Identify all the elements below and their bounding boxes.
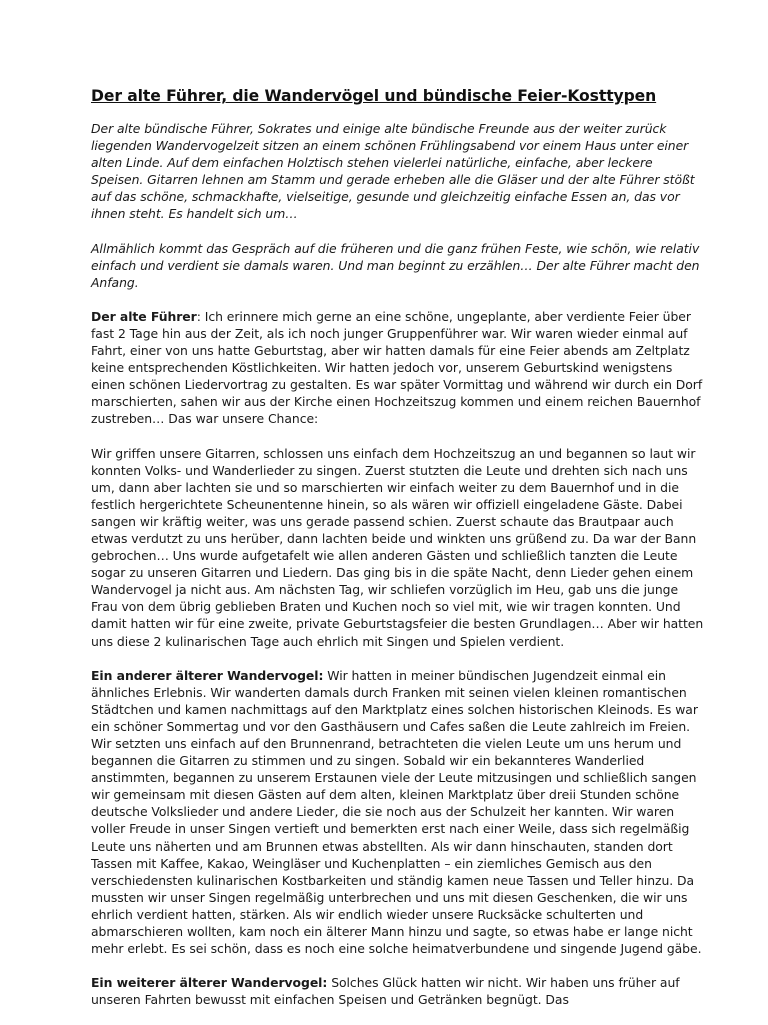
section-text: Ich erinnere mich gerne an eine schöne, ungeplante, aber verdiente Feier über fast 2 Tage hin aus der Zeit, als ich noch junger Gruppenführer war. Wir waren wieder einmal auf Fahrt, einer von uns hatte Geburtstag, aber wir hatten damals für eine Feier abends am Zeltplatz keine entsprechenden Köstlichkeiten. Wir hatten jedoch vor, unserem Geburtskind wenigstens einen schönen Liedervortrag zu gestalten. Es war später Vormittag und während wir durch ein Dorf marschierten, sahen wir aus der Kirche einen Hochzeitszug kommen und einem reichen Bauernhof zustreben… Das war unsere Chance: xyxy=(91,308,703,427)
section-hochzeitszug xyxy=(91,445,705,650)
section-text: Wir griffen unsere Gitarren, schlossen uns einfach dem Hochzeitszug an und begannen so laut wir konnten Volks- und Wanderlieder zu singen. Zuerst stutzten die Leute und drehten sich nach uns um, dann aber lachten sie und so marschierten wir einfach weiter zu dem Bauernhof und in die festlich hergerichtete Scheunentenne hinein, so als wären wir offiziell eingeladene Gäste. Dabei sangen wir kräftig weiter, was uns gerade passend schien. Zuerst schaute das Brautpaar auch etwas verdutzt zu uns herüber, dann lachten beide und winkten uns grüßend zu. Da war der Bann gebrochen… Uns wurde aufgetafelt wie allen anderen Gästen und schließlich tanzten die Leute sogar zu unseren Gitarren und Liedern. Das ging bis in die späte Nacht, denn Lieder gehen einem Wandervogel ja nicht aus. Am nächsten Tag, wir schliefen vorzüglich im Heu, gab uns die junge Frau von dem übrig geblieben Braten und Kuchen noch so viel mit, wie wir tragen konnten. Und damit hatten wir für eine zweite, private Geburtstagsfeier die besten Grundlagen… Aber wir hatten uns diese 2 kulinarischen Tage auch ehrlich mit Singen und Spielen verdient. xyxy=(91,445,704,649)
section-weiterer-wandervogel xyxy=(91,974,705,1008)
document-page xyxy=(91,86,705,1025)
section-text: Wir hatten in meiner bündischen Jugendzeit einmal ein ähnliches Erlebnis. Wir wanderten damals durch Franken mit seinen vielen kleinen romantischen Städtchen und kamen nachmittags auf den Marktplatz eines solchen historischen Kleinods. Es war ein schöner Sommertag und vor den Gasthäusern und Cafes saßen die Leute zahlreich im Freien. Wir setzten uns einfach auf den Brunnenrand, betrachteten die vielen Leute um uns herum und begannen die Gitarren zu stimmen und zu singen. Sobald wir ein bekannteres Wanderlied anstimmten, begannen zu unserem Erstaunen viele der Leute mitzusingen und schließlich sangen wir gemeinsam mit diesen Gästen auf dem alten, kleinen Marktplatz über dreii Stunden schöne deutsche Volkslieder und andere Lieder, die sie noch aus der Schulzeit her kannten. Wir waren voller Freude in unser Singen vertieft und bemerkten erst nach einer Weile, dass sich regelmäßig Leute uns näherten und am Brunnen etwas abstellten. Als wir dann hinschauten, standen dort Tassen mit Kaffee, Kakao, Weingläser und Kuchenplatten – ein ziemliches Gemisch aus den verschiedensten kulinarischen Kostbarkeiten und ständig kamen neue Tassen und Teller hinzu. Da mussten wir unser Singen regelmäßig unterbrechen und uns mit diesen Geschenken, die wir uns ehrlich verdient hatten, stärken. Als wir endlich wieder unsere Rucksäcke schulterten und abmarschieren wollten, kam noch ein älterer Mann hinzu und sagte, so etwas habe er lange nicht mehr erlebt. Es sei schön, dass es noch eine solche heimatverbundene und singende Jugend gäbe. xyxy=(91,667,702,957)
section-anderer-wandervogel xyxy=(91,667,705,958)
speaker-label: Ein weiterer älterer Wandervogel: xyxy=(91,975,328,991)
intro-paragraph-2: Allmählich kommt das Gespräch auf die früheren und die ganz frühen Feste, wie schön, wie relativ einfach und verdient sie damals waren. Und man beginnt zu erzählen… Der alte Führer macht den Anfang. xyxy=(91,240,700,290)
speaker-separator: : xyxy=(196,308,205,324)
section-alter-fuehrer xyxy=(91,308,705,428)
speaker-label: Der alte Führer xyxy=(91,308,197,324)
document-title: Der alte Führer, die Wandervögel und bündische Feier-Kosttypen xyxy=(91,87,657,105)
intro-paragraph-1: Der alte bündische Führer, Sokrates und einige alte bündische Freunde aus der weiter zurück liegenden Wandervogelzeit sitzen an einem schönen Frühlingsabend vor einem Haus unter einer alten Linde. Auf dem einfachen Holztisch stehen vielerlei natürliche, einfache, aber leckere Speisen. Gitarren lehnen am Stamm und gerade erheben alle die Gläser und der alte Führer stößt auf das schöne, schmackhafte, vielseitige, gesunde und gleichzeitig einfache Essen an, das vor ihnen steht. Es handelt sich um… xyxy=(91,121,695,222)
section-text: Solches Glück hatten wir nicht. Wir haben uns früher auf unseren Fahrten bewusst mit einfachen Speisen und Getränken begnügt. Das xyxy=(91,975,680,1008)
speaker-label: Ein anderer älterer Wandervogel: xyxy=(91,667,324,683)
